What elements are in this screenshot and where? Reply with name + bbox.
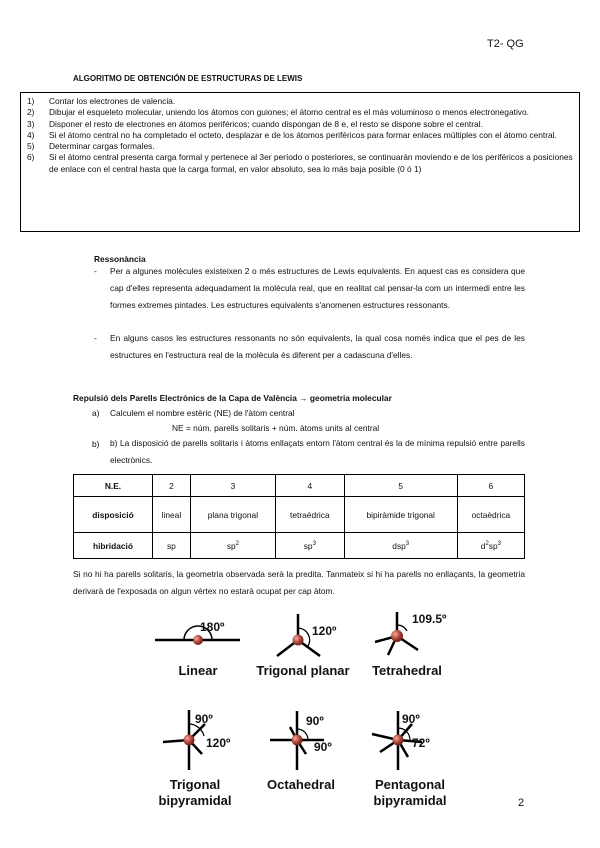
step-text: Si el átomo central no ha completado el octeto, desplazar e de los átomos periféricos para formar enlaces múltiples con el átomo central. (49, 129, 557, 140)
hybrid-text: sp (303, 540, 313, 551)
pbp-label-line1: Pentagonal (374, 777, 446, 792)
bullet-dash: - (94, 333, 97, 343)
disposicio-cell: lineal (153, 497, 191, 533)
geometry-note: Si no hi ha parells solitaris, la geometria observada serà la predita. Tanmateix si hi ha parells no enllaçants, la geometria derivarà de l'exposada on algun vèrtex no estarà ocupat per cap àtom. (73, 569, 525, 596)
ne-cell: 6 (457, 475, 524, 497)
linear-figure (155, 626, 240, 645)
item-a-text: Calculem el nombre estèric (NE) de l'àtom central (110, 408, 295, 418)
resonance-title: Ressonància (94, 254, 146, 264)
step-number: 6) (27, 152, 35, 163)
superscript: 3 (497, 540, 501, 547)
item-b-label: b) (92, 439, 100, 449)
row-header-hibridacio: hibridació (74, 533, 153, 559)
step-number: 1) (27, 96, 35, 106)
algorithm-step (27, 96, 573, 107)
ne-formula: NE = núm. parells solitaris + núm. àtoms units al central (172, 423, 380, 433)
tbp-angle-equatorial: 120º (206, 736, 231, 750)
ne-cell: 4 (276, 475, 345, 497)
algorithm-step (27, 152, 573, 175)
ne-cell: 2 (153, 475, 191, 497)
ne-cell: 5 (344, 475, 457, 497)
hibridacio-cell (190, 533, 275, 559)
pbp-label-line2: bipyramidal (373, 793, 447, 808)
linear-angle: 180º (200, 620, 225, 634)
page-number: 2 (518, 797, 525, 809)
step-number: 3) (27, 118, 35, 129)
superscript: 3 (405, 540, 410, 547)
algorithm-step (27, 141, 573, 152)
octahedral-angle-2: 90º (314, 740, 332, 754)
algorithm-step (27, 107, 573, 118)
pbp-angle-equatorial: 72º (412, 736, 430, 750)
steric-number-table (73, 474, 525, 559)
step-text: Contar los electrones de valencia. (49, 96, 176, 106)
step-number: 5) (27, 141, 35, 152)
tbp-label-line1: Trigonal (169, 777, 221, 792)
resonance-bullet-1: Per a algunes molècules existeixen 2 o més estructures de Lewis equivalents. En aquest cas es considera que cap d'elles representa adequadament la molècula real, que en realitat cal pensar-la com un intermedi entre les formes extremes pintades. Les estructures equivalents s'anomenen estructures ressonants. (110, 266, 525, 310)
tetrahedral-label: Tetrahedral (372, 663, 442, 678)
superscript: 2 (235, 540, 240, 547)
step-number: 4) (27, 129, 35, 140)
algorithm-step (27, 119, 573, 130)
algorithm-step (27, 130, 573, 141)
superscript: 2 (485, 540, 489, 547)
step-text: Determinar cargas formales. (49, 141, 155, 152)
table-row (74, 497, 525, 533)
disposicio-cell: octaèdrica (457, 497, 524, 533)
table-row (74, 533, 525, 559)
hibridacio-cell (344, 533, 457, 559)
hybrid-text: sp (166, 540, 176, 551)
disposicio-cell: plana trigonal (190, 497, 275, 533)
disposicio-cell: bipiràmide trigonal (344, 497, 457, 533)
disposicio-cell: tetraèdrica (276, 497, 345, 533)
step-number: 2) (27, 107, 35, 118)
step-text: Dibujar el esqueleto molecular, uniendo los átomos con guiones; el átomo central es el más voluminoso o menos electronegativo. (49, 107, 529, 118)
tbp-label-line2: bipyramidal (158, 793, 232, 808)
tetrahedral-angle: 109.5º (412, 612, 447, 626)
row-header-ne: N.E. (74, 475, 153, 497)
pbp-angle-axial: 90º (402, 712, 420, 726)
resonance-bullet-2: En alguns casos les estructures ressonants no són equivalents, la qual cosa només indica que el pes de les estructures en l'estructura real de la molècula és diferent per a cadascuna d'elles. (110, 333, 525, 360)
superscript: 3 (312, 540, 316, 547)
trigonal-planar-label: Trigonal planar (256, 663, 350, 678)
hibridacio-cell (153, 533, 191, 559)
tbp-angle-axial: 90º (195, 712, 213, 726)
item-b-text: b) La disposició de parells solitaris i àtoms enllaçats entorn l'àtom central és la de mínima repulsió entre parells electrònics. (110, 438, 525, 465)
hybrid-text: d (480, 540, 486, 551)
trigonal-planar-angle: 120º (312, 624, 337, 638)
item-a-label: a) (92, 408, 100, 418)
algorithm-box (20, 92, 580, 232)
octahedral-label: Octahedral (267, 777, 335, 792)
octahedral-angle-1: 90º (306, 714, 324, 728)
document-code: T2- QG (487, 38, 524, 50)
hybrid-text: sp (226, 540, 236, 551)
step-text: Disponer el resto de electrones en átomos periféricos; cuando dispongan de 8 e, el resto se dispone sobre el central. (49, 118, 483, 129)
hibridacio-cell (276, 533, 345, 559)
hybrid-text: sp (488, 540, 498, 551)
ne-cell: 3 (190, 475, 275, 497)
step-text: Si el átomo central presenta carga formal y pertenece al 3er período o posteriores, se continuarán moviendo e de los periféricos a posiciones de enlace con el central hasta que la carga formal, en valor absoluto, sea lo más baja posible (0 ó 1) (49, 152, 573, 174)
algorithm-title: ALGORITMO DE OBTENCIÓN DE ESTRUCTURAS DE LEWIS (73, 74, 303, 83)
table-row (74, 475, 525, 497)
repulsion-title: Repulsió dels Parells Electrònics de la Capa de València → geometria molecular (73, 393, 392, 403)
hibridacio-cell (457, 533, 524, 559)
bullet-dash: - (94, 266, 97, 276)
hybrid-text: dsp (392, 540, 406, 551)
linear-label: Linear (178, 663, 218, 678)
row-header-disposicio: disposició (74, 497, 153, 533)
